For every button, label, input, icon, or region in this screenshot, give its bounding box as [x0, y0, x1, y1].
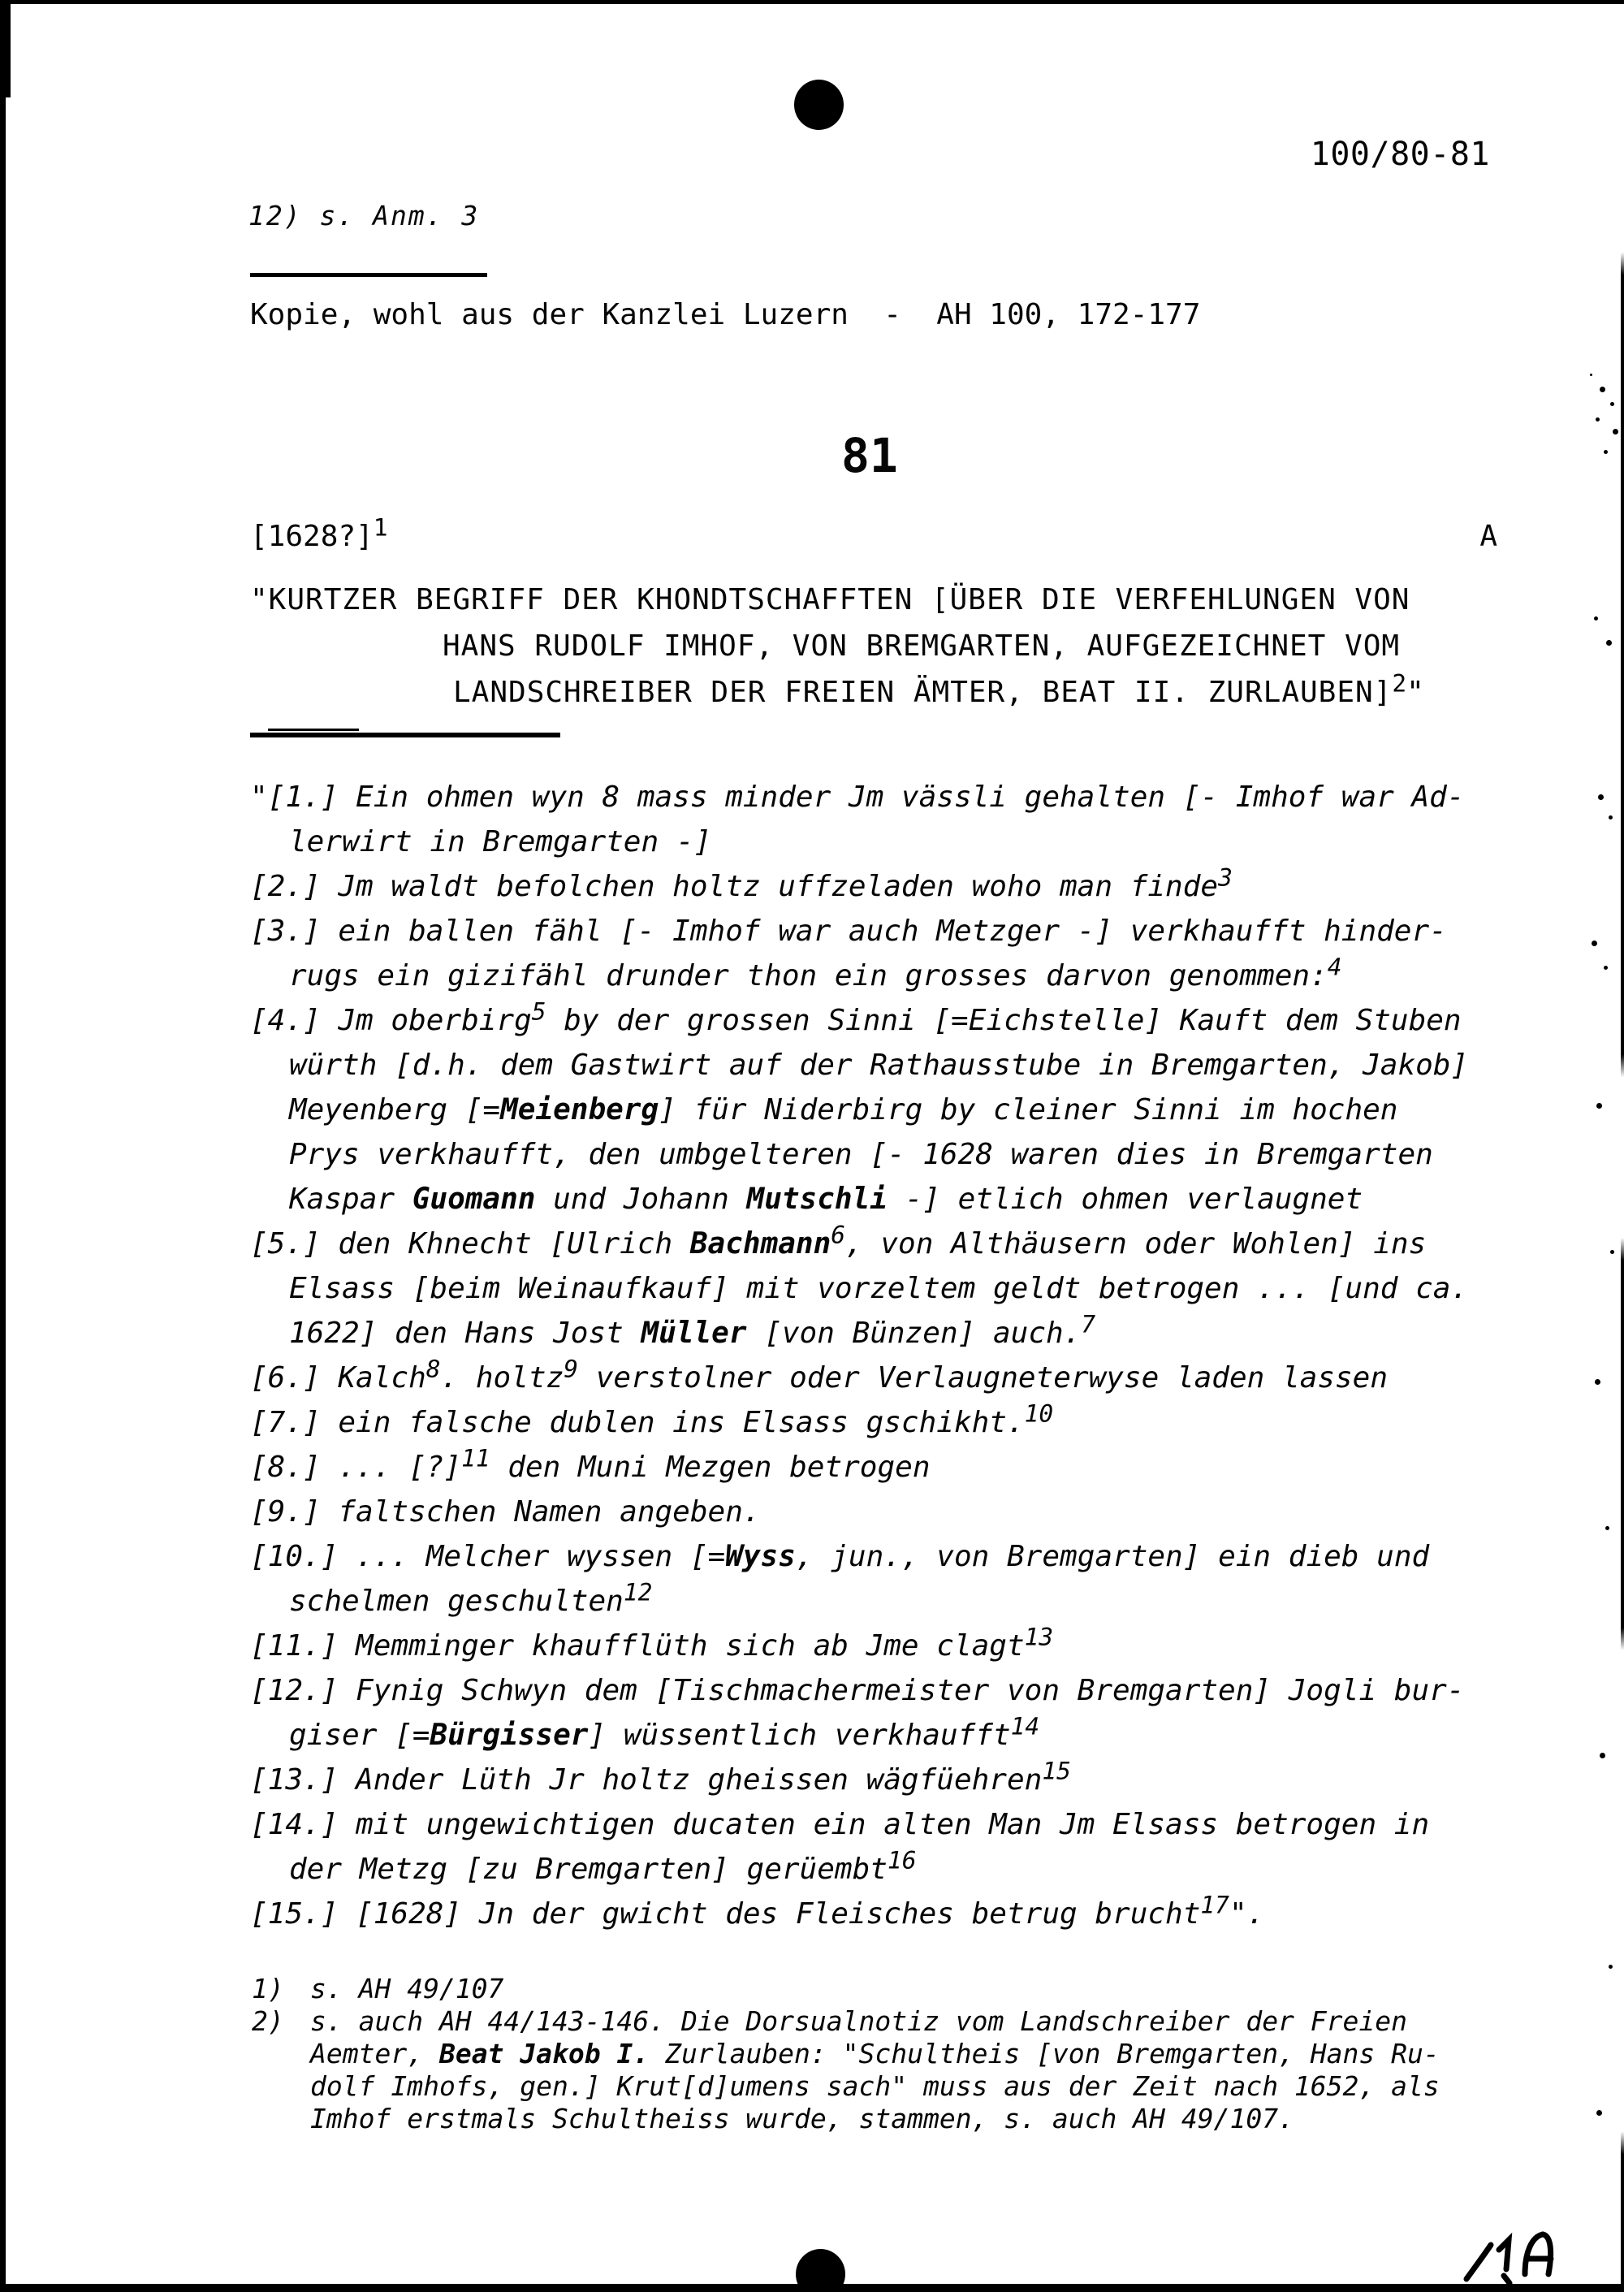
page-reference-number: 100/80-81 [1310, 136, 1490, 173]
binding-hole-icon [794, 80, 844, 130]
document-title-line: "KURTZER BEGRIFF DER KHONDTSCHAFFTEN [ÜBER DIE VERFEHLUNGEN VON [250, 583, 1410, 616]
source-line: Kopie, wohl aus der Kanzlei Luzern - AH 100, 172-177 [250, 298, 1201, 331]
list-line: "[1.] Ein ohmen wyn 8 mass minder Jm vässli gehalten [- Imhof war Ad- [250, 781, 1465, 814]
carryover-footnote-annotation: 12) s. Anm. 3 [248, 200, 480, 231]
list-line: würth [d.h. dem Gastwirt auf der Rathausstube in Bremgarten, Jakob] [289, 1049, 1469, 1082]
footnote-line: dolf Imhofs, gen.] Krut[d]umens sach" muss aus der Zeit nach 1652, als [310, 2070, 1440, 2102]
list-line: der Metzg [zu Bremgarten] gerüembt$^{16}$ [289, 1846, 917, 1886]
list-line: [15.] [1628] Jn der gwicht des Fleisches betrug brucht$^{17}$". [250, 1891, 1265, 1931]
handwritten-mark [1460, 2222, 1566, 2289]
list-line: [3.] ein ballen fähl [- Imhof war auch Metzger -] verkhaufft hinder- [250, 915, 1447, 948]
list-line: [10.] ... Melcher wyssen [=Wyss, jun., von Bremgarten] ein dieb und [250, 1540, 1430, 1573]
list-line: Elsass [beim Weinaufkauf] mit vorzeltem geldt betrogen ... [und ca. [289, 1272, 1469, 1305]
khondtschafften-list [250, 775, 1533, 1936]
scan-edge-left-top [0, 0, 11, 97]
scan-edge-top [0, 0, 1624, 4]
list-line: Kaspar Guomann und Johann Mutschli -] etlich ohmen verlaugnet [289, 1183, 1363, 1216]
list-line: [8.] ... [?]$^{11}$ den Muni Mezgen betrogen [250, 1444, 931, 1484]
separator-rule-title-overstrike [268, 729, 359, 731]
list-line: [9.] faltschen Namen angeben. [250, 1495, 761, 1529]
binding-hole-icon [796, 2249, 845, 2292]
footnote-marker: 2) [252, 2005, 284, 2037]
corner-letter: A [1479, 520, 1497, 553]
list-line: [12.] Fynig Schwyn dem [Tischmachermeister von Bremgarten] Jogli bur- [250, 1674, 1465, 1707]
scan-edge-right [1621, 0, 1624, 2292]
date-line: [1628?]$^1$ [250, 513, 388, 553]
footnote-line: 1) s. AH 49/107 [252, 1973, 504, 2004]
footnote-line: Imhof erstmals Schultheiss wurde, stammen, s. auch AH 49/107. [310, 2103, 1294, 2134]
list-line: [5.] den Khnecht [Ulrich Bachmann$^6$, von Althäusern oder Wohlen] ins [250, 1221, 1427, 1261]
list-line: Prys verkhaufft, den umbgelteren [- 1628 waren dies in Bremgarten [289, 1138, 1433, 1171]
list-line: schelmen geschulten$^{12}$ [289, 1578, 653, 1618]
list-line: Meyenberg [=Meienberg] für Niderbirg by cleiner Sinni im hochen [289, 1093, 1398, 1127]
footnotes-block [252, 1973, 1518, 2135]
separator-rule-top [250, 273, 487, 277]
list-line: [11.] Memminger khaufflüth sich ab Jme clagt$^{13}$ [250, 1623, 1054, 1663]
list-line: lerwirt in Bremgarten -] [289, 825, 712, 858]
document-title-line: LANDSCHREIBER DER FREIEN ÄMTER, BEAT II. ZURLAUBEN]$^2$" [453, 669, 1425, 709]
scan-edge-left [0, 0, 6, 2292]
list-line: rugs ein gizifähl drunder thon ein grosses darvon genommen:$^4$ [289, 953, 1342, 992]
footnote-line: Aemter, Beat Jakob I. Zurlauben: "Schultheis [von Bremgarten, Hans Ru- [310, 2038, 1440, 2069]
scan-noise-specks [1590, 374, 1592, 376]
list-line: 1622] den Hans Jost Müller [von Bünzen] auch.$^7$ [289, 1310, 1096, 1350]
list-line: [4.] Jm oberbirg$^5$ by der grossen Sinni [=Eichstelle] Kauft dem Stuben [250, 997, 1462, 1037]
list-line: [2.] Jm waldt befolchen holtz uffzeladen woho man finde$^3$ [250, 863, 1233, 903]
list-line: [6.] Kalch$^8$. holtz$^9$ verstolner oder Verlaugneterwyse laden lassen [250, 1355, 1389, 1395]
footnote-line: 2) s. auch AH 44/143-146. Die Dorsualnotiz vom Landschreiber der Freien [252, 2005, 1408, 2037]
footnote-marker: 1) [252, 1973, 284, 2004]
list-line: [14.] mit ungewichtigen ducaten ein alten Man Jm Elsass betrogen in [250, 1808, 1430, 1841]
separator-rule-title [250, 733, 560, 737]
document-title-line: HANS RUDOLF IMHOF, VON BREMGARTEN, AUFGEZEICHNET VOM [443, 629, 1401, 663]
list-line: [7.] ein falsche dublen ins Elsass gschikht.$^{10}$ [250, 1399, 1054, 1439]
list-line: giser [=Bürgisser] wüssentlich verkhaufft$^{14}$ [289, 1712, 1040, 1752]
document-number: 81 [841, 428, 898, 483]
list-line: [13.] Ander Lüth Jr holtz gheissen wägfüehren$^{15}$ [250, 1757, 1071, 1797]
